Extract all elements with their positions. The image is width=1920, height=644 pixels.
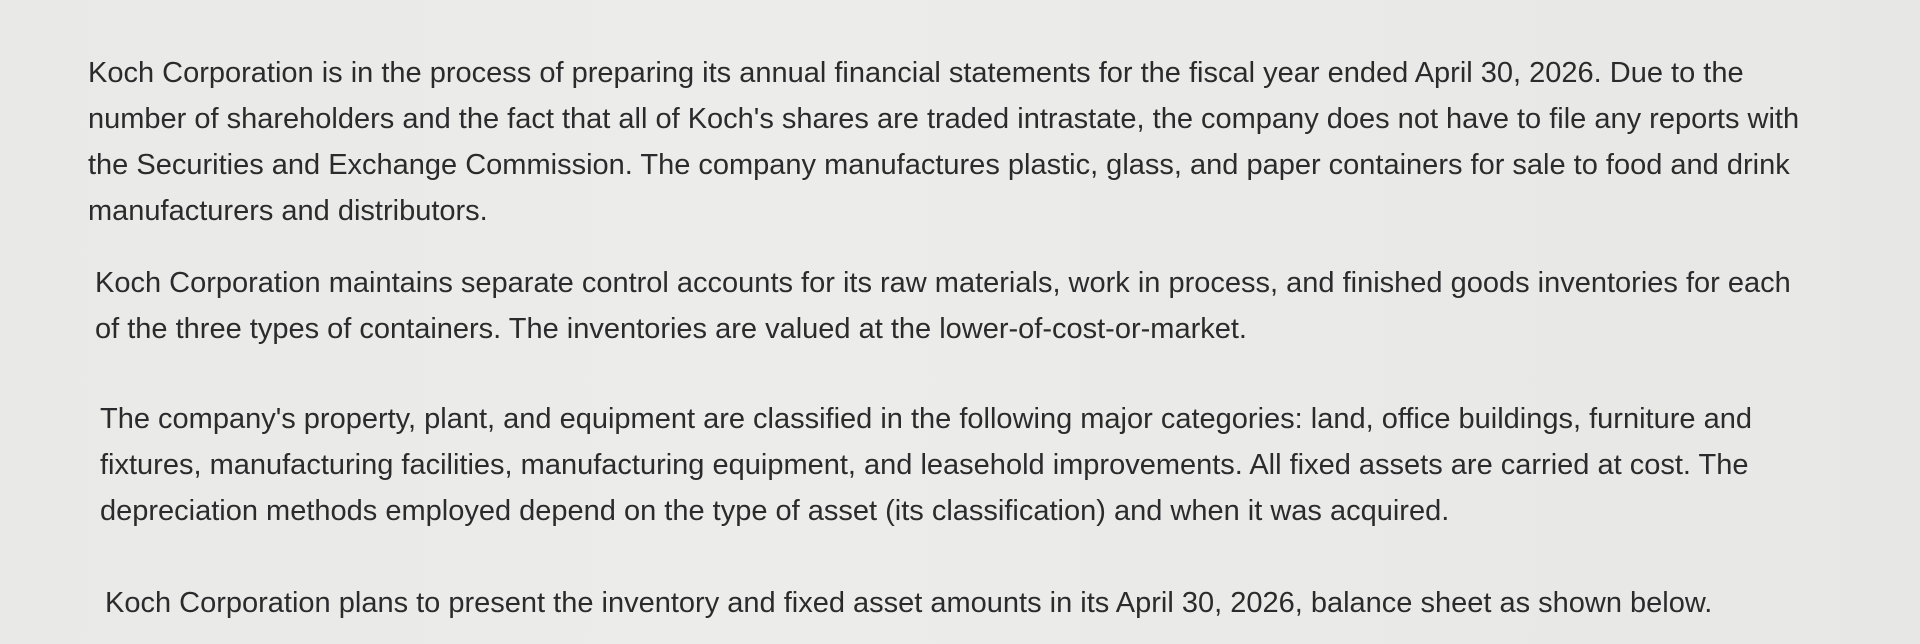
paragraph-line: the Securities and Exchange Commission. The company manufactures plastic, glass, and paper containers for sale to food and drink <box>88 149 1790 181</box>
paragraph-balance-sheet-intro <box>105 580 1712 626</box>
paragraph-line: The company's property, plant, and equipment are classified in the following major categories: land, office buildings, furniture and <box>100 403 1752 435</box>
paragraph-line: Koch Corporation maintains separate control accounts for its raw materials, work in process, and finished goods inventories for each <box>95 267 1791 299</box>
paragraph-line: Koch Corporation is in the process of preparing its annual financial statements for the fiscal year ended April 30, 2026. Due to the <box>88 57 1744 89</box>
paragraph-line: manufacturers and distributors. <box>88 195 488 227</box>
paragraph-line: fixtures, manufacturing facilities, manufacturing equipment, and leasehold improvements. All fixed assets are carried at cost. The <box>100 449 1749 481</box>
paragraph-line: Koch Corporation plans to present the inventory and fixed asset amounts in its April 30, 2026, balance sheet as shown below. <box>105 587 1713 619</box>
paragraph-line: number of shareholders and the fact that all of Koch's shares are traded intrastate, the company does not have to file any reports with <box>88 103 1800 135</box>
paragraph-inventories <box>95 260 1791 352</box>
paragraph-property-plant-equipment <box>100 396 1752 534</box>
paragraph-line: of the three types of containers. The inventories are valued at the lower-of-cost-or-market. <box>95 313 1247 345</box>
paragraph-line: depreciation methods employed depend on the type of asset (its classification) and when it was acquired. <box>100 495 1450 527</box>
paragraph-company-background <box>88 50 1799 234</box>
